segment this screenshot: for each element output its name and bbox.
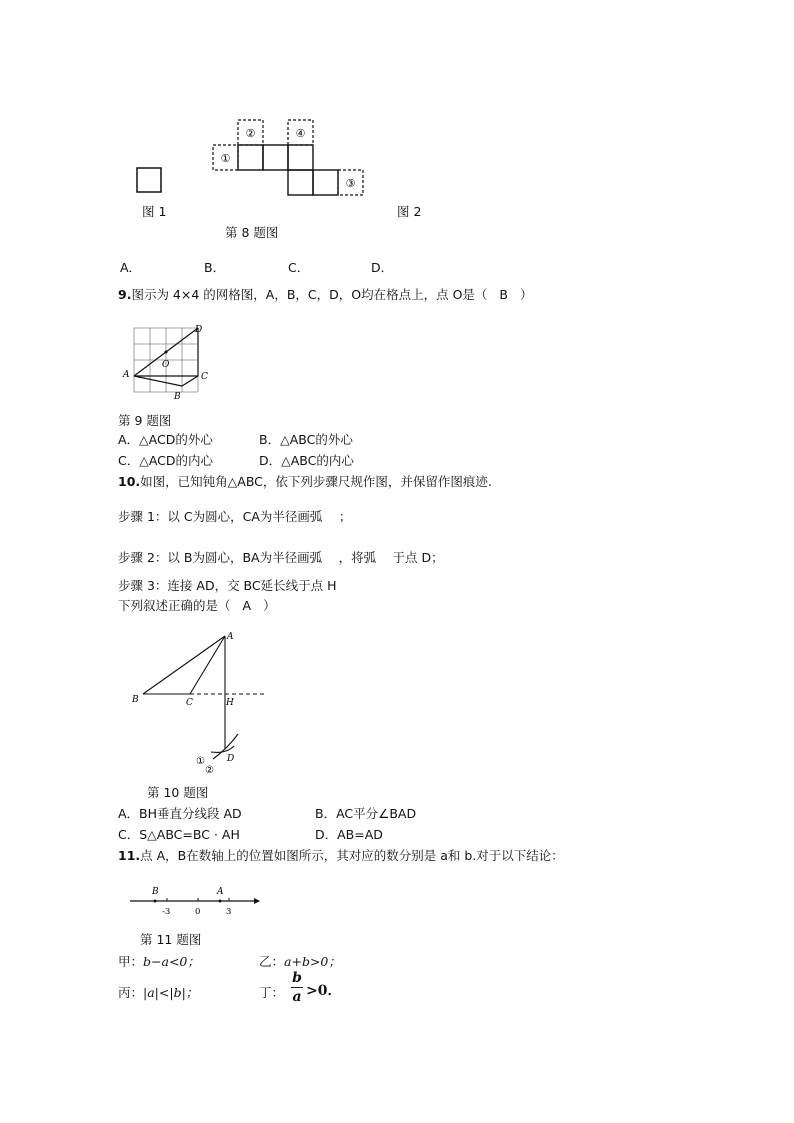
q8-option-c: C． [288,260,310,275]
q11-conclusion-jia [118,954,200,970]
q10-option-b: B．AC平分∠BAD [315,806,417,821]
ding-fraction [289,970,305,1005]
q9-option-d: D．△ABC的内心 [259,453,354,468]
q10-prompt [118,598,276,614]
q11-caption: 第 11 题图 [140,932,202,947]
q11-stem [118,848,564,864]
net-marker-3: ③ [345,177,356,190]
q10-step-2: 步骤 2：以 B为圆心，BA为半径画弧 ，将弧 于点 D； [118,550,444,565]
ding-tail: >0． [306,983,342,999]
label-d: D [227,754,235,764]
label-a: A [227,632,234,642]
label-h: H [226,698,234,708]
q10-prompt-text: 下列叙述正确的是（ [118,598,231,613]
q9-option-c: C．△ACD的内心 [118,453,214,468]
net-marker-4: ④ [295,127,306,140]
q11-conclusion-yi [259,954,341,970]
q11-number-line [128,883,268,923]
q10-construction-figure [128,628,278,778]
q8-figure-1 [136,167,166,197]
q10-step-1: 步骤 1：以 C为圆心，CA为半径画弧 ； [118,509,352,524]
q8-option-b: B． [204,260,226,275]
tick-label-3: 3 [226,907,232,917]
q8-option-a: A． [120,260,142,275]
q9-close: ） [520,287,533,302]
q9-answer: B [499,287,508,302]
tick-label-neg3: -3 [162,907,171,917]
q10-option-c: C．S△ABC=BC · AH [118,827,240,842]
q11-conclusion-bing [118,985,198,1001]
ding-denominator: a [292,989,302,1005]
q9-caption: 第 9 题图 [118,413,172,428]
q10-option-d: D．AB=AD [315,827,383,842]
q9-option-a: A．△ACD的外心 [118,432,213,447]
q10-close: ） [263,598,276,613]
ding-numerator: b [292,970,302,986]
square [137,168,161,192]
q9-option-b: B．△ABC的外心 [259,432,353,447]
arc-marker-1: ① [196,756,205,767]
jia-label: 甲： [118,954,144,969]
label-c: C [186,698,193,708]
q9-stem-text: 图示为 4×4 的网格图，A，B，C，D，O均在格点上，点 O是（ [131,287,488,302]
bing-label: 丙： [118,985,144,1000]
axis-arrow [254,898,260,904]
q10-option-a: A．BH垂直分线段 AD [118,806,242,821]
fraction-bar [291,987,303,988]
label-a: A [217,887,224,897]
bing-expr: |a|<|b|； [143,985,199,1000]
yi-label: 乙： [259,954,285,969]
q10-answer: A [242,598,252,613]
q10-caption: 第 10 题图 [147,785,209,800]
label-d: D [195,325,203,335]
label-o: O [162,360,170,370]
q10-stem-text: 如图，已知钝角△ABC，依下列步骤尺规作图，并保留作图痕迹. [140,474,492,489]
q8-fig2-label: 图 2 [397,204,422,219]
label-b: B [174,392,181,402]
q9-grid-figure [118,322,208,402]
q10-stem [118,474,492,490]
q8-caption: 第 8 题图 [225,225,279,240]
point-a [219,900,222,903]
jia-expr: b−a<0； [143,954,200,969]
figure-lines [143,636,265,759]
q11-conclusion-ding [259,985,284,1001]
tick-label-0: 0 [195,907,201,917]
point-o [165,351,168,354]
solid-squares [238,145,338,195]
label-c: C [201,372,208,382]
q11-number: 11. [118,848,141,863]
q8-option-d: D． [371,260,394,275]
arc-marker-2: ② [205,765,214,776]
q8-figure-2-net [210,117,370,202]
q11-stem-text: 点 A，B在数轴上的位置如图所示，其对应的数分别是 a和 b.对于以下结论： [140,848,564,863]
q9-stem [118,287,533,303]
q9-number: 9. [118,287,132,302]
q10-step-3: 步骤 3：连接 AD，交 BC延长线于点 H [118,578,337,593]
label-a: A [123,370,130,380]
net-marker-1: ① [220,152,231,165]
q10-number: 10. [118,474,141,489]
ding-label: 丁： [259,985,285,1000]
net-marker-2: ② [245,127,256,140]
label-b: B [152,887,159,897]
q8-fig1-label: 图 1 [142,204,167,219]
label-b: B [132,695,139,705]
point-b [154,900,157,903]
yi-expr: a+b>0； [284,954,341,969]
